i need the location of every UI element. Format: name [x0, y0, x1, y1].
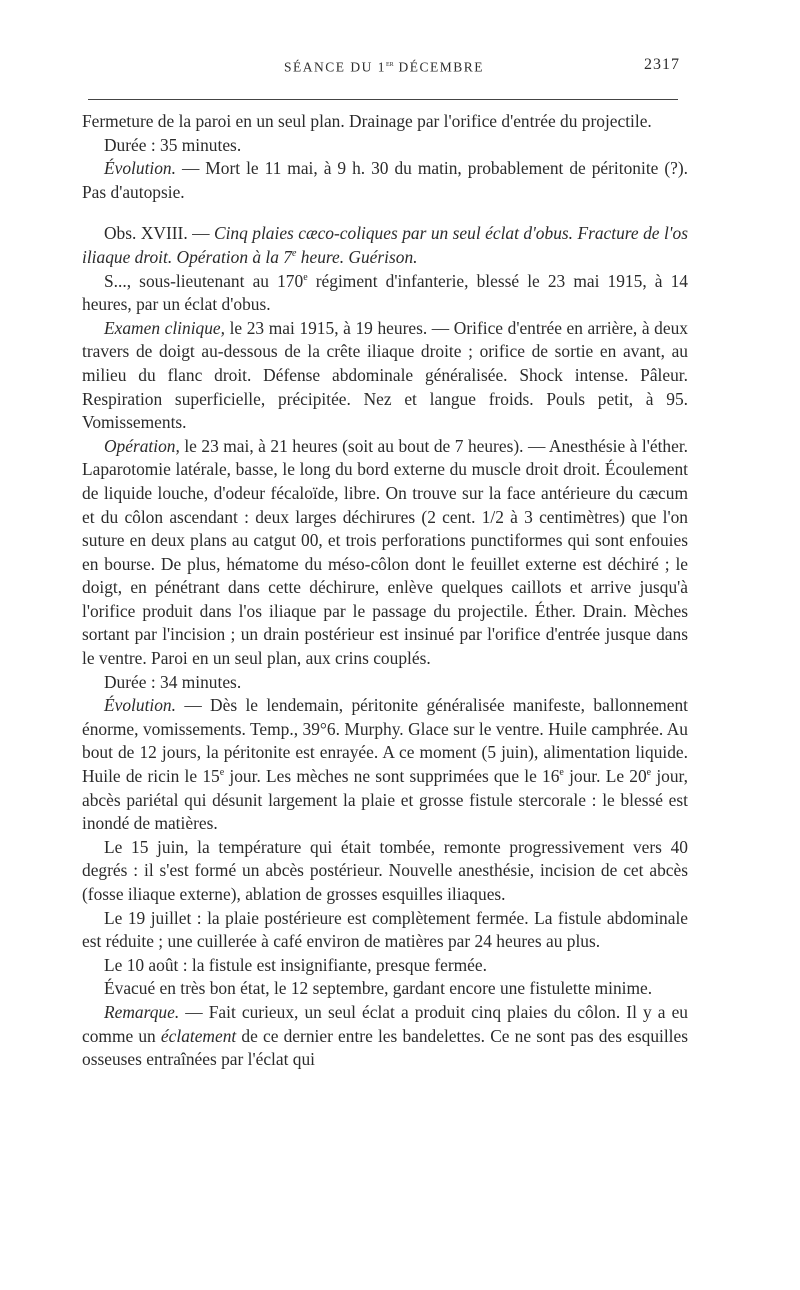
text-segment: jour, abcès pariétal qui désunit largement la plaie et grosse fistule stercorale : le blessé est inondé de matières. — [82, 766, 688, 834]
italic-text: Cinq plaies cæco-coliques par un seul éclat d'obus. Fracture de l'os iliaque droit. Opération à la 7 — [82, 223, 688, 267]
text-segment: — Dès le lendemain, péritonite généralisée manifeste, ballonnement énorme, vomissements. Temp., 39°6. Murphy. Glace sur le ventre. Huile camphrée. Au bout de 12 jours, la péritonite est enrayée. A ce moment (5 juin), alimentation liquide. Huile de ricin le 15 — [82, 695, 688, 787]
paragraph — [82, 157, 688, 204]
text-segment: — Fait curieux, un seul éclat a produit cinq plaies du côlon. Il y a eu comme un — [82, 1001, 688, 1046]
paragraph — [82, 954, 688, 978]
paragraph — [82, 977, 688, 1001]
paragraph — [82, 1001, 688, 1072]
superscript: e — [559, 767, 564, 779]
text-segment: Le 19 juillet : la plaie postérieure est complètement fermée. La fistule abdominale est réduite ; une cuillerée à café environ de matières par 24 heures au plus. — [82, 907, 688, 952]
body-text — [82, 110, 688, 1072]
superscript: e — [291, 248, 297, 260]
italic-text: Examen clinique, — [104, 317, 225, 338]
running-header — [88, 56, 680, 88]
superscript: e — [646, 767, 652, 779]
paragraph — [82, 671, 688, 695]
running-title-superscript: er — [385, 58, 394, 68]
running-title-text: SÉANCE DU 1 — [283, 59, 386, 75]
paragraph — [82, 134, 688, 158]
text-segment: Le 10 août : la fistule est insignifiante, presque fermée. — [104, 954, 487, 975]
paragraph — [82, 907, 688, 954]
italic-text: Évolution. — [104, 158, 176, 179]
superscript: e — [303, 271, 308, 283]
paragraph — [82, 317, 688, 435]
italic-text: Remarque. — [104, 1001, 180, 1022]
text-segment: Durée : 34 minutes. — [104, 671, 242, 692]
italic-text: Opération, — [104, 435, 180, 456]
superscript: e — [219, 767, 225, 779]
text-segment: S..., sous-lieutenant au 170 — [104, 270, 304, 291]
paragraph — [82, 836, 688, 907]
text-segment: le 23 mai 1915, à 19 heures. — Orifice d'entrée en arrière, à deux travers de doigt au-dessous de la crête iliaque droite ; orifice de sortie en avant, au milieu du flanc droit. Défense abdominale généralisée. Shock intense. Pâleur. Respiration superficielle, précipitée. Nez et langue froids. Pouls petit, à 95. Vomissements. — [82, 317, 688, 433]
text-segment: Obs. XVIII. — — [104, 223, 214, 244]
text-segment: le 23 mai, à 21 heures (soit au bout de 7 heures). — Anesthésie à l'éther. Laparotomie latérale, basse, le long du bord externe du muscle droit droit. Écoulement de liquide louche, d'odeur fécaloïde, libre. On trouve sur la face antérieure du cæcum et du côlon ascendant : deux larges déchirures (2 cent. 1/2 à 3 centimètres) que l'on suture en deux plans au catgut 00, et trois perforations punctiformes qui sont enfouies en bourse. De plus, hématome du méso-côlon dont le feuillet externe est déchiré ; le doigt, en pénétrant dans cette déchirure, enlève quelques caillots et arrive jusqu'à l'orifice produit dans l'os iliaque par le passage du projectile. Éther. Drain. Mèches sortant par l'incision ; un drain postérieur est insinué par l'orifice d'entrée jusque dans le ventre. Paroi en un seul plan, aux crins couplés. — [82, 435, 688, 669]
italic-text: heure. Guérison. — [296, 246, 418, 267]
paragraph — [82, 222, 688, 269]
paragraph — [82, 435, 688, 671]
italic-text: éclatement — [160, 1025, 237, 1046]
running-title — [88, 58, 680, 76]
text-segment: jour. Le 20 — [563, 766, 647, 787]
text-segment: Évacué en très bon état, le 12 septembre, gardant encore une fistulette minime. — [104, 978, 653, 999]
header-rule — [88, 99, 678, 100]
text-segment: Fermeture de la paroi en un seul plan. Drainage par l'orifice d'entrée du projectile. — [82, 111, 652, 131]
paragraph — [82, 110, 688, 134]
paragraph — [82, 694, 688, 836]
text-segment: de ce dernier entre les bandelettes. Ce ne sont pas des esquilles osseuses entraînées par l'éclat qui — [82, 1025, 688, 1070]
text-segment: régiment d'infanterie, blessé le 23 mai 1915, à 14 heures, par un éclat d'obus. — [82, 270, 688, 315]
page-number: 2317 — [644, 56, 680, 73]
running-title-month: DÉCEMBRE — [393, 59, 485, 75]
text-segment: jour. Les mèches ne sont supprimées que le 16 — [224, 766, 560, 787]
italic-text: Évolution. — [104, 695, 176, 716]
text-segment: Le 15 juin, la température qui était tombée, remonte progressivement vers 40 degrés : il s'est formé un abcès postérieur. Nouvelle anesthésie, incision de cet abcès (fosse iliaque externe), ablation de grosses esquilles iliaques. — [82, 836, 688, 904]
text-segment: — Mort le 11 mai, à 9 h. 30 du matin, probablement de péritonite (?). Pas d'autopsie. — [82, 158, 688, 202]
paragraph — [82, 270, 688, 317]
text-segment: Durée : 35 minutes. — [104, 134, 242, 155]
